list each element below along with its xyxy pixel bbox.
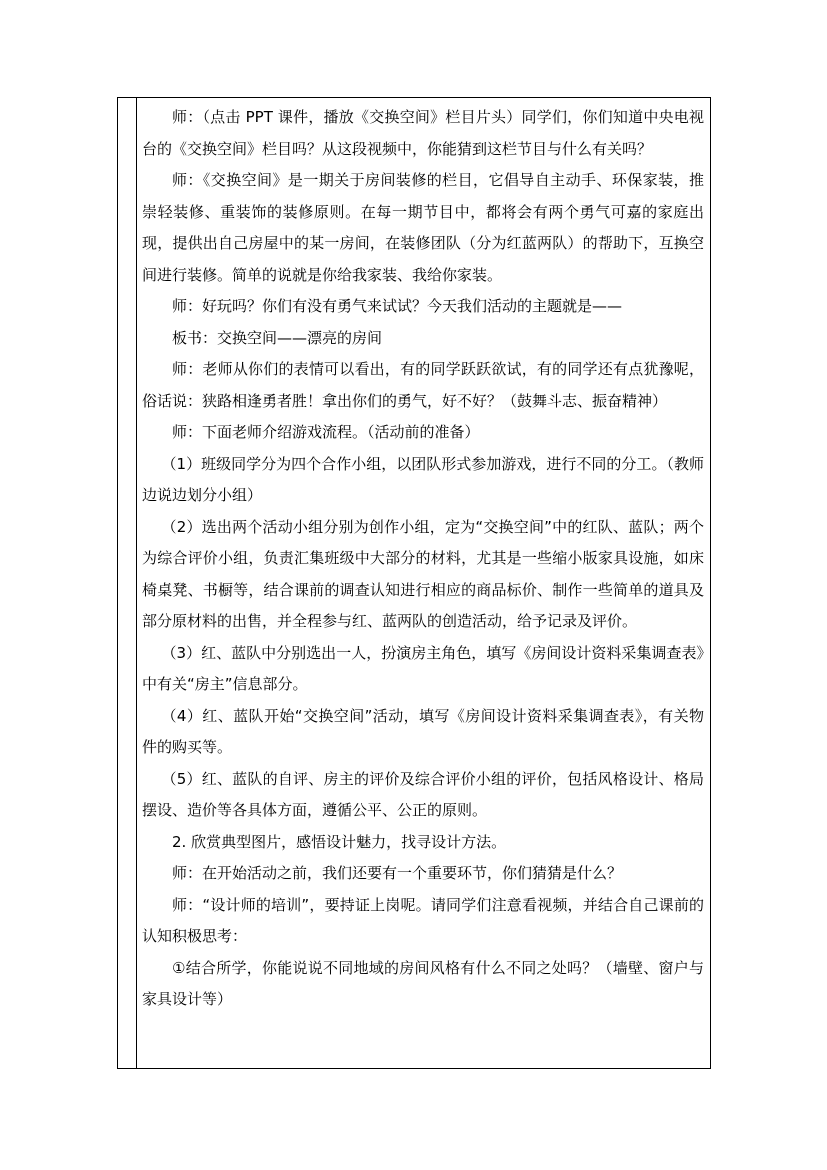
- list-item: （5）红、蓝队的自评、房主的评价及综合评价小组的评价，包括风格设计、格局摆设、造价等各具体方面，遵循公平、公正的原则。: [142, 769, 704, 819]
- list-item: （3）红、蓝队中分别选出一人，扮演房主角色，填写《房间设计资料采集调查表》中有关“房主”信息部分。: [142, 643, 704, 693]
- list-item: （1）班级同学分为四个合作小组，以团队形式参加游戏，进行不同的分工。（教师边说边划分小组）: [142, 454, 704, 504]
- paragraph: 板书：交换空间——漂亮的房间: [172, 328, 383, 347]
- list-item: ①结合所学，你能说说不同地域的房间风格有什么不同之处吗？（墙壁、窗户与家具设计等）: [142, 958, 704, 1008]
- paragraph: 师：下面老师介绍游戏流程。（活动前的准备）: [172, 423, 480, 441]
- list-item: （4）红、蓝队开始“交换空间”活动，填写《房间设计资料采集调查表》，有关物件的购买等。: [142, 706, 704, 756]
- section-heading: 2. 欣赏典型图片，感悟设计魅力，找寻设计方法。: [172, 832, 507, 851]
- paragraph: 师：老师从你们的表情可以看出，有的同学跃跃欲试，有的同学还有点犹豫呢，俗话说：狭路相逢勇者胜！拿出你们的勇气，好不好？（鼓舞斗志、振奋精神）: [142, 360, 704, 410]
- document-table: [117, 97, 711, 1069]
- list-item: （2）选出两个活动小组分别为创作小组，定为“交换空间”中的红队、蓝队；两个为综合评价小组，负责汇集班级中大部分的材料，尤其是一些缩小版家具设施，如床椅桌凳、书橱等，结合课前的调查认知进行相应的商品标价、制作一些简单的道具及部分原材料的出售，并全程参与红、蓝两队的创造活动，给予记录及评价。: [142, 517, 704, 630]
- paragraph: 师：（点击 PPT 课件，播放《交换空间》栏目片头）同学们，你们知道中央电视台的《交换空间》栏目吗？从这段视频中，你能猜到这栏节目与什么有关吗？: [142, 108, 704, 158]
- paragraph: 师：《交换空间》是一期关于房间装修的栏目，它倡导自主动手、环保家装，推崇轻装修、重装饰的装修原则。在每一期节目中，都将会有两个勇气可嘉的家庭出现，提供出自己房屋中的某一房间，在装修团队（分为红蓝两队）的帮助下，互换空间进行装修。简单的说就是你给我家装、我给你家装。: [142, 171, 704, 284]
- table-left-column: [118, 98, 137, 1068]
- paragraph: 师：在开始活动之前，我们还要有一个重要环节，你们猜猜是什么？: [172, 864, 623, 882]
- paragraph: 师：好玩吗？你们有没有勇气来试试？今天我们活动的主题就是——: [172, 297, 623, 315]
- paragraph: 师：“设计师的培训”，要持证上岗呢。请同学们注意看视频，并结合自己课前的认知积极思考：: [142, 895, 704, 945]
- table-content-cell: [142, 102, 704, 1016]
